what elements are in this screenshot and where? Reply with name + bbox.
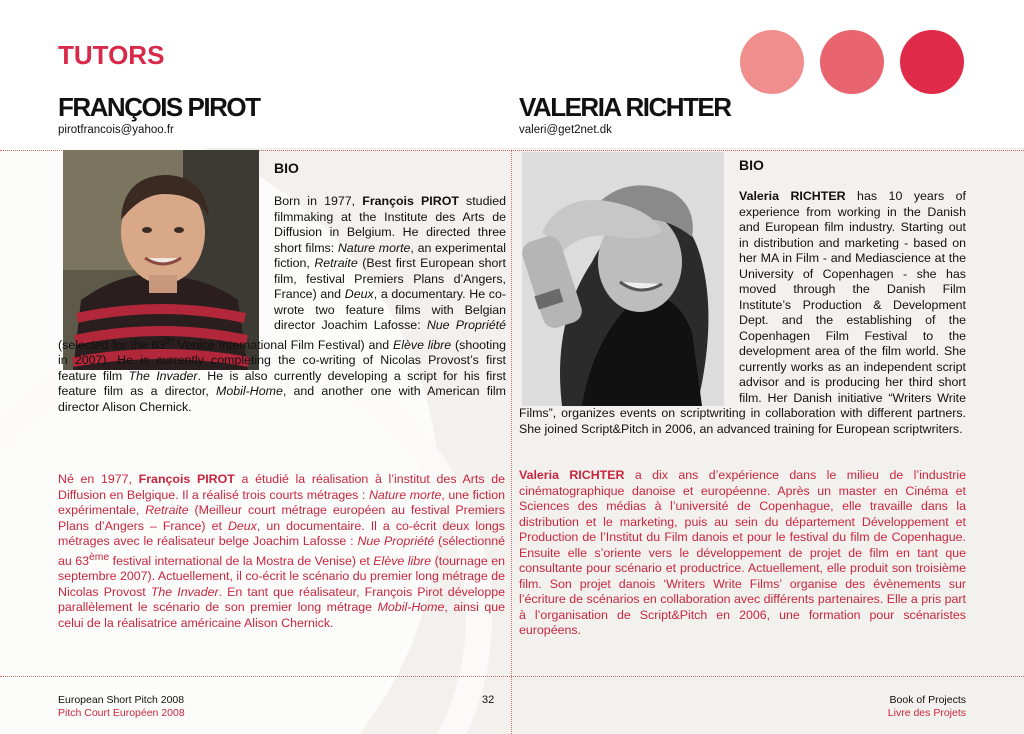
decor-circle-medium	[820, 30, 884, 94]
photo-spacer-richter	[519, 152, 739, 400]
footer-divider	[511, 676, 512, 734]
tutor-email-richter[interactable]: valeri@get2net.dk	[519, 124, 612, 136]
bio-en-pirot	[58, 194, 506, 415]
page-number: 32	[482, 694, 495, 706]
page-title: TUTORS	[58, 40, 165, 70]
bio-en-richter-text: Valeria RICHTER has 10 years of experience from working in the Danish and European film industry. Starting out in distribution and marketing - based on her MA in Film - and Mediascience at the University of Copenhagen - she has moved through the Danish Film Institute’s Production & Development Dept. and the establishing of the Copenhagen Film Festival to the development area of the film world. She currently works as an independent script advisor and is producing her third short film. Her Danish initiative “Writers Write Films”, organizes events on scriptwriting in collaboration with different partners. She joined Script&Pitch in 2006, an advanced training for European scriptwriters.	[519, 189, 966, 436]
bio-fr-richter-text: Valeria RICHTER a dix ans d’expérience dans le milieu de l’industrie cinématographique danoise et européenne. Après un master en Cinéma et Sciences des médias à l’université de Copenhague, elle travaille dans la distribution et le marketing, puis au sein du département Développement et Production de l’Institut du Film danois et pour le festival du film de Copenhague. Ensuite elle s’oriente vers le développement de projet de film en tant que consultante pour scénario et productrice. Actuellement, elle produit son troisième film. Son projet danois ‘Writers Write Films’ organise des évènements sur l’écriture de scénarios en collaboration avec différents partenaires. Elle a pris part à l’organisation de Script&Pitch en 2006, une formation pour scénaristes européens.	[519, 468, 966, 637]
bio-heading-richter: BIO	[739, 157, 764, 173]
bio-fr-richter	[519, 468, 966, 639]
bio-en-pirot-text: Born in 1977, François PIROT studied filmmaking at the Institute des Arts de Diffusion in Belgium. He directed three short films: Nature morte, an experimental fiction, Retraite (Best first European short film, festival Premiers Plans d’Angers, France) and Deux, a documentary. He co-wrote two feature films with Belgian director Joachim Lafosse: Nue Propriété (selected for the 63th Venice International Film Festival) and Elève libre (shooting in 2007). He is currently completing the co-writing of Nicolas Provost’s first feature film The Invader. He is also currently developing a script for his first feature film as a director, Mobil-Home, and another one with American film director Alison Chernick.	[58, 194, 507, 414]
bio-en-richter	[519, 189, 966, 437]
divider-bottom	[0, 676, 1024, 677]
decor-circle-dark	[900, 30, 964, 94]
decor-circle-light	[740, 30, 804, 94]
column-divider	[511, 150, 512, 676]
footer-left	[58, 694, 185, 720]
footer-right-fr: Livre des Projets	[887, 707, 966, 719]
tutor-name-pirot: FRANÇOIS PIROT	[58, 92, 260, 122]
footer-left-en: European Short Pitch 2008	[58, 694, 185, 706]
footer-left-fr: Pitch Court Européen 2008	[58, 707, 185, 719]
bio-heading-pirot: BIO	[274, 160, 299, 176]
bio-fr-pirot-text: Né en 1977, François PIROT a étudié la réalisation à l’institut des Arts de Diffusion en Belgique. Il a réalisé trois courts métrages : Nature morte, une fiction expérimentale, Retraite (Meilleur court métrage européen au festival Premiers Plans d’Angers – France) et Deux, un documentaire. Il a co-écrit deux longs métrages avec le réalisateur belge Joachim Lafosse : Nue Propriété (sélectionné au 63ème festival international de la Mostra de Venise) et Elève libre (tournage en septembre 2007). Actuellement, il co-écrit le scénario du premier long métrage de Nicolas Provost The Invader. En tant que réalisateur, François Pirot développe parallèlement le scénario de son premier long métrage Mobil-Home, ainsi que celui de la réalisatrice américaine Alison Chernick.	[58, 472, 506, 630]
tutor-name-richter: VALERIA RICHTER	[519, 92, 731, 122]
footer-right	[888, 694, 966, 720]
photo-spacer-pirot	[58, 150, 274, 328]
bio-fr-pirot	[58, 472, 505, 631]
tutor-email-pirot[interactable]: pirotfrancois@yahoo.fr	[58, 124, 174, 136]
footer-right-en: Book of Projects	[889, 694, 966, 706]
